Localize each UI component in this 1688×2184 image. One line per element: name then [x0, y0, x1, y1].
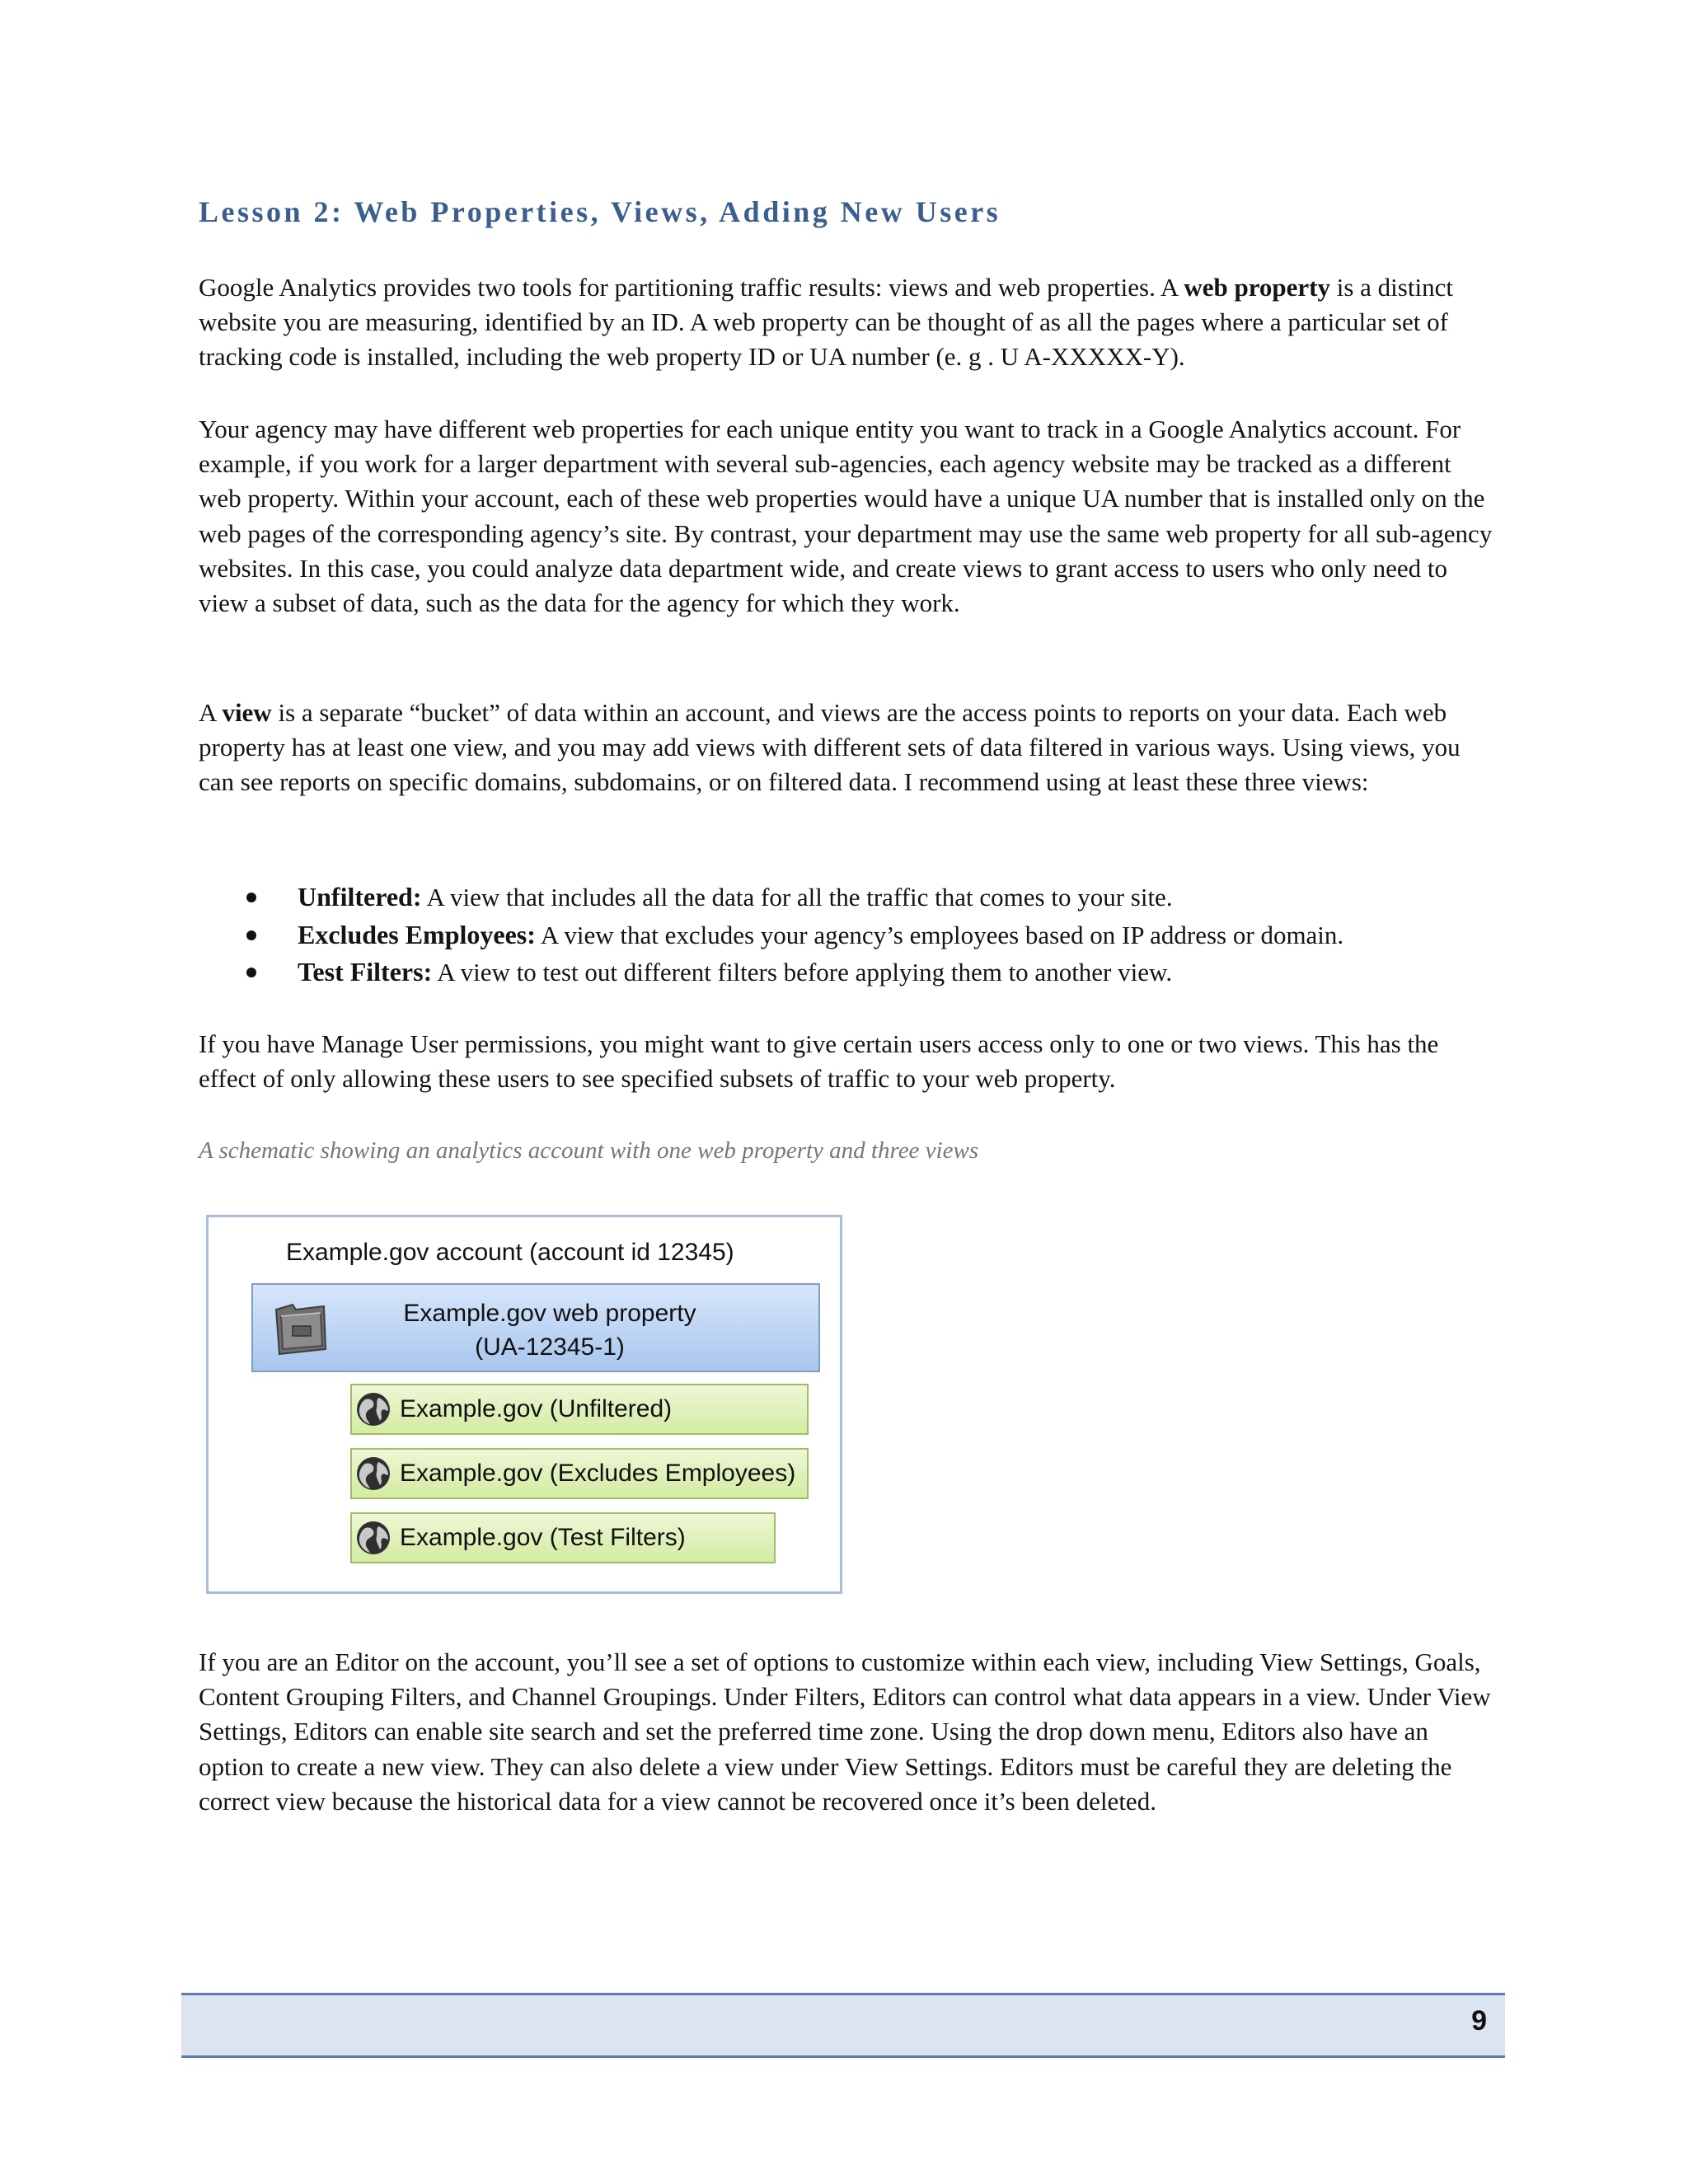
- bullet-text: A view that includes all the data for all the traffic that comes to your site.: [421, 883, 1173, 912]
- account-title: Example.gov account (account id 12345): [286, 1239, 734, 1266]
- paragraph-manage-users: If you have Manage User permissions, you might want to give certain users access only to one or two views. This has the effect of only allowing these users to see specified subsets of traffic to your web property.: [199, 1029, 1439, 1094]
- bullet-icon: [246, 893, 256, 902]
- page-footer: [181, 1993, 1505, 2058]
- view-box-test-filters: [350, 1512, 776, 1563]
- paragraph-text: Google Analytics provides two tools for partitioning traffic results: views and web properties. A: [199, 273, 1184, 302]
- web-property-label: [360, 1296, 739, 1364]
- globe-icon: [355, 1391, 392, 1427]
- list-item: [199, 954, 1493, 991]
- folder-icon: [271, 1298, 332, 1359]
- list-item: [199, 916, 1493, 954]
- view-label: Example.gov (Excludes Employees): [400, 1460, 796, 1487]
- paragraph-editor-options: If you are an Editor on the account, you’ll see a set of options to customize within each view, including View Settings, Goals, Content Grouping Filters, and Channel Groupings. Under Filters, Editors can control what data appears in a view. Under View Settings, Editors can enable site search and set the preferred time zone. Using the drop down menu, Editors also have an option to create a new view. They can also delete a view under View Settings. Editors must be careful they are deleting the correct view because the historical data for a view cannot be recovered once it’s been deleted.: [199, 1647, 1491, 1816]
- paragraph-text: is a separate “bucket” of data within an account, and views are the access points to reports on your data. Each web property has at least one view, and you may add views with different sets of data filtered in various ways. Using views, you can see reports on specific domains, subdomains, or on filtered data. I recommend using at least these three views:: [199, 698, 1461, 797]
- web-property-box: [251, 1283, 820, 1372]
- web-property-name: Example.gov web property: [403, 1300, 696, 1327]
- bold-term-web-property: web property: [1184, 273, 1330, 302]
- figure-caption: A schematic showing an analytics account with one web property and three views: [199, 1137, 979, 1164]
- bullet-term: Test Filters:: [298, 957, 433, 987]
- view-label: Example.gov (Unfiltered): [400, 1395, 673, 1422]
- lesson-heading: Lesson 2: Web Properties, Views, Adding New Users: [199, 195, 1001, 228]
- paragraph-view: [199, 696, 1493, 800]
- view-box-excludes-employees: [350, 1448, 809, 1499]
- bullet-icon: [246, 968, 256, 977]
- globe-icon: [355, 1520, 392, 1556]
- globe-icon: [355, 1455, 392, 1492]
- paragraph-agency-properties: Your agency may have different web properties for each unique entity you want to track in a Google Analytics account. For example, if you work for a larger department with several sub-agencies, each agency website may be tracked as a different web property. Within your account, each of these web properties would have a unique UA number that is installed only on the web pages of the corresponding agency’s site. By contrast, your department may use the same web property for all sub-agency websites. In this case, you could analyze data department wide, and create views to grant access to users who only need to view a subset of data, such as the data for the agency for which they work.: [199, 415, 1493, 618]
- view-box-unfiltered: [350, 1384, 809, 1435]
- recommended-views-list: [199, 879, 1493, 991]
- bullet-icon: [246, 930, 256, 940]
- web-property-id: (UA-12345-1): [475, 1333, 625, 1361]
- bullet-text: A view to test out different filters before applying them to another view.: [432, 958, 1173, 987]
- account-schematic-diagram: [206, 1215, 842, 1594]
- bold-term-view: view: [222, 698, 272, 727]
- paragraph-text: A: [199, 698, 223, 727]
- list-item: [199, 879, 1493, 916]
- paragraph-text: is a distinct website you are measuring, identified by an ID. A web property can be thought of as all the pages where a particular set of tracking code is installed, including the web property ID or UA number (e. g . U A-XXXXX-Y).: [199, 273, 1453, 372]
- bullet-text: A view that excludes your agency’s employees based on IP address or domain.: [535, 920, 1344, 949]
- view-label: Example.gov (Test Filters): [400, 1524, 686, 1551]
- bullet-term: Excludes Employees:: [298, 919, 536, 949]
- paragraph-web-property: [199, 270, 1493, 375]
- page-number: 9: [1471, 2005, 1487, 2036]
- bullet-term: Unfiltered:: [298, 882, 422, 912]
